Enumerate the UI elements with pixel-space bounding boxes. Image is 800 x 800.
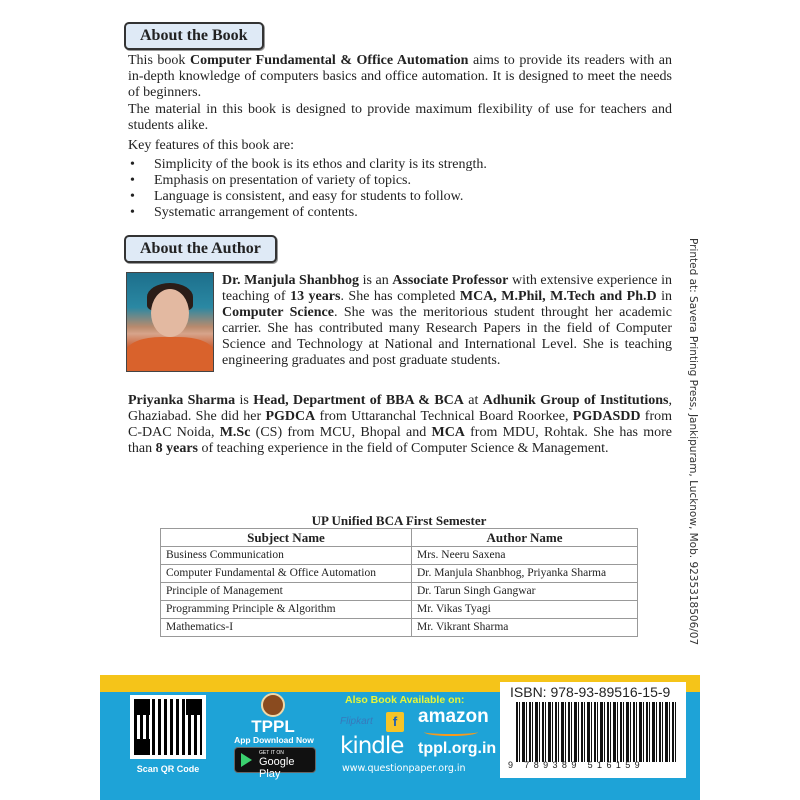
about-author-heading: About the Author [124, 235, 277, 263]
text: with extensive experience in teaching of [222, 273, 672, 304]
table-row [161, 547, 638, 565]
subject-cell: Principle of Management [161, 583, 412, 601]
table-row [161, 583, 638, 601]
author1-name: Dr. Manjula Shanbhog [222, 273, 359, 288]
text: MCA [431, 425, 465, 440]
isbn-text: ISBN: 978-93-89516-15-9 [510, 684, 671, 700]
subject-cell: Mathematics-I [161, 619, 412, 637]
get-it-on-text: GET IT ON [259, 750, 284, 756]
text: PGDCA [265, 409, 316, 424]
subject-cell: Computer Fundamental & Office Automation [161, 565, 412, 583]
author-cell: Dr. Manjula Shanbhog, Priyanka Sharma [412, 565, 638, 583]
text: This book [128, 53, 190, 68]
author-cell: Mrs. Neeru Saxena [412, 547, 638, 565]
kindle-logo[interactable]: kindle [340, 733, 404, 759]
photo-body [127, 337, 213, 371]
photo-face [151, 289, 189, 337]
header-author: Author Name [412, 529, 638, 547]
text: from C-DAC Noida, [128, 409, 673, 440]
text: in [656, 289, 672, 304]
author1-bio [222, 273, 672, 369]
google-play-badge[interactable] [234, 747, 316, 780]
author2-bio [128, 393, 672, 457]
tppl-logo-icon [261, 693, 285, 717]
text: Adhunik Group of Institutions [482, 393, 669, 408]
author2-name: Priyanka Sharma [128, 393, 236, 408]
text: from MDU, Rohtak. She has more than [128, 425, 672, 456]
printer-note: Printed at: Savera Printing Press, Jankipuram, Lucknow, Mob. 9235318506/07 [687, 238, 699, 646]
text: M.Sc [219, 425, 251, 440]
text: Associate Professor [392, 273, 509, 288]
feature-item: • Emphasis on presentation of variety of topics. [128, 173, 487, 189]
table-header-row [161, 529, 638, 547]
author-cell: Dr. Tarun Singh Gangwar [412, 583, 638, 601]
table-row [161, 601, 638, 619]
isbn-barcode-box [500, 682, 686, 778]
qr-label: Scan QR Code [136, 764, 200, 774]
text: MCA, M.Phil, M.Tech and Ph.D [459, 289, 657, 304]
table-row [161, 565, 638, 583]
questionpaper-url-link[interactable]: www.questionpaper.org.in [342, 763, 466, 774]
text: of teaching experience in the field of Computer Science & Management. [198, 441, 609, 456]
barcode-digits: 9 789389 516159 [508, 760, 645, 770]
flipkart-logo[interactable]: Flipkart [340, 716, 373, 727]
about-book-heading: About the Book [124, 22, 264, 50]
author-photo [126, 272, 214, 372]
feature-item: • Systematic arrangement of contents. [128, 205, 487, 221]
amazon-logo[interactable]: amazon [418, 706, 489, 727]
feature-item: • Language is consistent, and easy for students to follow. [128, 189, 487, 205]
about-book-paragraph-2: The material in this book is designed to provide maximum flexibility of use for teachers and students alike. [128, 102, 672, 133]
available-on-text: Also Book Available on: [345, 694, 465, 706]
text: 13 years [290, 289, 341, 304]
text: , Ghaziabad. She did her [128, 393, 672, 424]
text: is an [358, 273, 393, 288]
text: (CS) from MCU, Bhopal and [250, 425, 432, 440]
feature-item: • Simplicity of the book is its ethos and clarity is its strength. [128, 157, 487, 173]
text: . She was the meritorious student throught her academic carrier. She has contributed many Research Papers in the field of Computer Science and Technology at National and International Level. She is teaching engineering graduates and post graduate students. [222, 305, 673, 368]
text: aims to provide its readers with an in-depth knowledge of computers basics and office automation. It is designed to meet the needs of beginners. [128, 53, 673, 100]
text: PGDASDD [572, 409, 641, 424]
about-book-paragraph-1 [128, 53, 672, 101]
google-play-text: Google Play [259, 756, 295, 780]
tppl-name: TPPL [251, 717, 295, 736]
tppl-url-link[interactable]: tppl.org.in [418, 740, 497, 757]
flipkart-bag-icon: f [386, 712, 404, 732]
app-download-text: App Download Now [234, 735, 314, 745]
play-store-icon [241, 753, 252, 767]
text: at [463, 393, 483, 408]
subjects-table [160, 528, 638, 637]
text: from Uttaranchal Technical Board Roorkee, [315, 409, 573, 424]
barcode-icon [516, 702, 676, 762]
text: . She has completed [340, 289, 460, 304]
table-row [161, 619, 638, 637]
author-cell: Mr. Vikas Tyagi [412, 601, 638, 619]
text: is [235, 393, 254, 408]
author-cell: Mr. Vikrant Sharma [412, 619, 638, 637]
text: Head, Department of BBA & BCA [253, 393, 464, 408]
header-subject: Subject Name [161, 529, 412, 547]
features-list [128, 157, 487, 221]
qr-code[interactable] [130, 695, 206, 759]
text: Computer Science [222, 305, 334, 320]
table-title: UP Unified BCA First Semester [311, 513, 487, 528]
qr-code-pattern [134, 699, 202, 755]
subject-cell: Business Communication [161, 547, 412, 565]
book-title: Computer Fundamental & Office Automation [189, 53, 469, 68]
text: 8 years [155, 441, 198, 456]
subject-cell: Programming Principle & Algorithm [161, 601, 412, 619]
amazon-smile-icon [424, 728, 478, 736]
features-intro: Key features of this book are: [128, 138, 294, 153]
